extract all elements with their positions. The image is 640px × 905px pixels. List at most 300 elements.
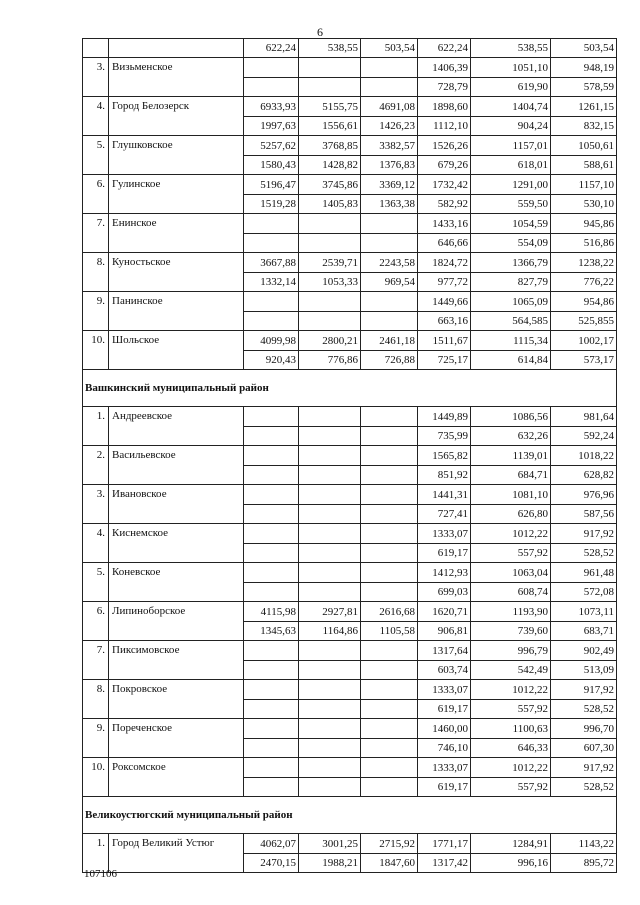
value-cell: 683,71 <box>551 622 617 641</box>
value-cell <box>244 719 299 739</box>
table-row <box>83 253 617 273</box>
value-cell: 3768,85 <box>299 136 361 156</box>
value-cell <box>361 292 418 312</box>
value-cell <box>361 739 418 758</box>
table-row <box>83 485 617 505</box>
value-cell: 1261,15 <box>551 97 617 117</box>
value-cell: 2461,18 <box>361 331 418 351</box>
row-number-cell: 4. <box>83 97 109 136</box>
settlement-name-cell: Киснемское <box>109 524 244 563</box>
value-cell: 3382,57 <box>361 136 418 156</box>
value-cell: 1002,17 <box>551 331 617 351</box>
value-cell <box>244 700 299 719</box>
value-cell: 827,79 <box>471 273 551 292</box>
value-cell: 1771,17 <box>418 834 471 854</box>
value-cell: 622,24 <box>244 39 299 58</box>
value-cell <box>244 214 299 234</box>
settlement-name-cell: Визьменское <box>109 58 244 97</box>
value-cell <box>244 661 299 680</box>
value-cell <box>299 641 361 661</box>
value-cell: 728,79 <box>418 78 471 97</box>
settlement-name-cell: Енинское <box>109 214 244 253</box>
settlement-name-cell: Покровское <box>109 680 244 719</box>
value-cell <box>361 778 418 797</box>
value-cell: 1449,89 <box>418 407 471 427</box>
value-cell: 1112,10 <box>418 117 471 136</box>
value-cell: 1732,42 <box>418 175 471 195</box>
table-row <box>83 834 617 854</box>
value-cell <box>299 234 361 253</box>
value-cell <box>299 78 361 97</box>
value-cell: 1238,22 <box>551 253 617 273</box>
value-cell: 528,52 <box>551 544 617 563</box>
table-row <box>83 97 617 117</box>
value-cell: 1556,61 <box>299 117 361 136</box>
settlement-name-cell: Панинское <box>109 292 244 331</box>
table-row <box>83 175 617 195</box>
value-cell <box>244 544 299 563</box>
table-row <box>83 39 617 58</box>
document-code: 107106 <box>84 868 117 880</box>
value-cell: 542,49 <box>471 661 551 680</box>
value-cell: 4099,98 <box>244 331 299 351</box>
value-cell: 1511,67 <box>418 331 471 351</box>
row-number-cell: 5. <box>83 136 109 175</box>
value-cell: 1050,61 <box>551 136 617 156</box>
value-cell: 679,26 <box>418 156 471 175</box>
value-cell: 619,17 <box>418 700 471 719</box>
value-cell: 1054,59 <box>471 214 551 234</box>
value-cell: 1164,86 <box>299 622 361 641</box>
value-cell <box>361 78 418 97</box>
value-cell: 1460,00 <box>418 719 471 739</box>
value-cell: 2470,15 <box>244 854 299 873</box>
value-cell: 5196,47 <box>244 175 299 195</box>
settlement-name-cell: Липиноборское <box>109 602 244 641</box>
value-cell <box>361 505 418 524</box>
value-cell <box>244 427 299 446</box>
value-cell: 619,90 <box>471 78 551 97</box>
value-cell <box>299 58 361 78</box>
page-number: 6 <box>317 25 323 39</box>
settlement-name-cell: Шольское <box>109 331 244 370</box>
value-cell: 1065,09 <box>471 292 551 312</box>
value-cell <box>244 505 299 524</box>
value-cell: 917,92 <box>551 524 617 544</box>
value-cell <box>361 446 418 466</box>
value-cell: 895,72 <box>551 854 617 873</box>
value-cell: 976,96 <box>551 485 617 505</box>
value-cell: 945,86 <box>551 214 617 234</box>
value-cell <box>299 427 361 446</box>
value-cell: 1284,91 <box>471 834 551 854</box>
row-number-cell: 3. <box>83 58 109 97</box>
value-cell: 1332,14 <box>244 273 299 292</box>
value-cell: 626,80 <box>471 505 551 524</box>
value-cell <box>244 778 299 797</box>
value-cell: 746,10 <box>418 739 471 758</box>
value-cell: 1997,63 <box>244 117 299 136</box>
district-header-row <box>83 797 617 834</box>
row-number-cell: 2. <box>83 446 109 485</box>
value-cell: 1412,93 <box>418 563 471 583</box>
value-cell: 1366,79 <box>471 253 551 273</box>
value-cell: 1526,26 <box>418 136 471 156</box>
row-number-cell <box>83 39 109 58</box>
value-cell <box>299 544 361 563</box>
value-cell: 917,92 <box>551 758 617 778</box>
table-row <box>83 641 617 661</box>
value-cell: 1157,01 <box>471 136 551 156</box>
value-cell: 1988,21 <box>299 854 361 873</box>
value-cell <box>244 78 299 97</box>
table-row <box>83 446 617 466</box>
value-cell: 587,56 <box>551 505 617 524</box>
value-cell: 1317,42 <box>418 854 471 873</box>
value-cell <box>299 292 361 312</box>
value-cell: 530,10 <box>551 195 617 214</box>
value-cell <box>361 583 418 602</box>
table-row <box>83 292 617 312</box>
value-cell: 954,86 <box>551 292 617 312</box>
value-cell: 503,54 <box>361 39 418 58</box>
value-cell <box>299 466 361 485</box>
table-row <box>83 407 617 427</box>
settlement-name-cell: Глушковское <box>109 136 244 175</box>
value-cell: 699,03 <box>418 583 471 602</box>
row-number-cell: 6. <box>83 602 109 641</box>
value-cell: 619,17 <box>418 778 471 797</box>
value-cell: 906,81 <box>418 622 471 641</box>
value-cell: 1100,63 <box>471 719 551 739</box>
value-cell: 663,16 <box>418 312 471 331</box>
value-cell <box>244 446 299 466</box>
settlement-name-cell: Гулинское <box>109 175 244 214</box>
value-cell: 5257,62 <box>244 136 299 156</box>
value-cell: 538,55 <box>299 39 361 58</box>
settlement-name-cell: Пиксимовское <box>109 641 244 680</box>
value-cell: 961,48 <box>551 563 617 583</box>
value-cell: 735,99 <box>418 427 471 446</box>
value-cell: 1081,10 <box>471 485 551 505</box>
value-cell <box>361 234 418 253</box>
settlement-name-cell: Васильевское <box>109 446 244 485</box>
value-cell <box>361 485 418 505</box>
value-cell: 1333,07 <box>418 758 471 778</box>
row-number-cell: 4. <box>83 524 109 563</box>
value-cell: 1580,43 <box>244 156 299 175</box>
value-cell <box>361 427 418 446</box>
value-cell: 948,19 <box>551 58 617 78</box>
value-cell: 851,92 <box>418 466 471 485</box>
district-title: Вашкинский муниципальный район <box>83 370 617 407</box>
value-cell <box>299 661 361 680</box>
table-row <box>83 602 617 622</box>
value-cell <box>299 680 361 700</box>
value-cell: 1404,74 <box>471 97 551 117</box>
row-number-cell: 8. <box>83 680 109 719</box>
value-cell: 557,92 <box>471 700 551 719</box>
value-cell: 1193,90 <box>471 602 551 622</box>
value-cell <box>299 485 361 505</box>
value-cell: 572,08 <box>551 583 617 602</box>
value-cell <box>361 214 418 234</box>
row-number-cell: 10. <box>83 331 109 370</box>
value-cell: 622,24 <box>418 39 471 58</box>
value-cell: 559,50 <box>471 195 551 214</box>
value-cell: 1620,71 <box>418 602 471 622</box>
value-cell: 608,74 <box>471 583 551 602</box>
value-cell <box>361 641 418 661</box>
value-cell: 1376,83 <box>361 156 418 175</box>
value-cell: 920,43 <box>244 351 299 370</box>
value-cell: 614,84 <box>471 351 551 370</box>
value-cell: 632,26 <box>471 427 551 446</box>
value-cell: 727,41 <box>418 505 471 524</box>
value-cell: 2539,71 <box>299 253 361 273</box>
value-cell <box>244 524 299 544</box>
value-cell: 554,09 <box>471 234 551 253</box>
value-cell <box>361 312 418 331</box>
value-cell: 1086,56 <box>471 407 551 427</box>
value-cell: 904,24 <box>471 117 551 136</box>
table-row <box>83 719 617 739</box>
value-cell <box>361 563 418 583</box>
value-cell <box>244 758 299 778</box>
tariff-table <box>82 38 617 873</box>
row-number-cell: 3. <box>83 485 109 524</box>
value-cell: 582,92 <box>418 195 471 214</box>
row-number-cell: 1. <box>83 407 109 446</box>
row-number-cell: 8. <box>83 253 109 292</box>
value-cell: 538,55 <box>471 39 551 58</box>
value-cell: 917,92 <box>551 680 617 700</box>
value-cell: 969,54 <box>361 273 418 292</box>
table-row <box>83 524 617 544</box>
value-cell <box>299 407 361 427</box>
value-cell: 902,49 <box>551 641 617 661</box>
settlement-name-cell: Роксомское <box>109 758 244 797</box>
value-cell: 1333,07 <box>418 680 471 700</box>
value-cell: 1018,22 <box>551 446 617 466</box>
value-cell <box>244 292 299 312</box>
value-cell <box>244 466 299 485</box>
value-cell: 996,16 <box>471 854 551 873</box>
value-cell <box>299 583 361 602</box>
value-cell: 977,72 <box>418 273 471 292</box>
row-number-cell: 9. <box>83 719 109 758</box>
value-cell: 1073,11 <box>551 602 617 622</box>
value-cell <box>244 583 299 602</box>
value-cell <box>299 758 361 778</box>
value-cell <box>299 524 361 544</box>
value-cell: 776,22 <box>551 273 617 292</box>
value-cell <box>361 524 418 544</box>
value-cell: 557,92 <box>471 778 551 797</box>
value-cell <box>299 214 361 234</box>
value-cell <box>244 485 299 505</box>
value-cell: 646,33 <box>471 739 551 758</box>
value-cell: 1139,01 <box>471 446 551 466</box>
value-cell: 603,74 <box>418 661 471 680</box>
value-cell: 1406,39 <box>418 58 471 78</box>
value-cell <box>244 58 299 78</box>
value-cell <box>361 661 418 680</box>
value-cell: 2927,81 <box>299 602 361 622</box>
value-cell: 1428,82 <box>299 156 361 175</box>
row-number-cell: 5. <box>83 563 109 602</box>
value-cell: 592,24 <box>551 427 617 446</box>
value-cell <box>299 312 361 331</box>
value-cell: 981,64 <box>551 407 617 427</box>
table-row <box>83 136 617 156</box>
value-cell <box>244 234 299 253</box>
value-cell <box>361 700 418 719</box>
value-cell: 525,855 <box>551 312 617 331</box>
value-cell: 503,54 <box>551 39 617 58</box>
value-cell: 1824,72 <box>418 253 471 273</box>
table-row <box>83 331 617 351</box>
value-cell: 2616,68 <box>361 602 418 622</box>
value-cell: 1317,64 <box>418 641 471 661</box>
settlement-name-cell: Коневское <box>109 563 244 602</box>
value-cell: 1898,60 <box>418 97 471 117</box>
value-cell: 607,30 <box>551 739 617 758</box>
table-row <box>83 680 617 700</box>
value-cell: 2800,21 <box>299 331 361 351</box>
value-cell: 628,82 <box>551 466 617 485</box>
value-cell: 2243,58 <box>361 253 418 273</box>
value-cell: 996,79 <box>471 641 551 661</box>
value-cell: 6933,93 <box>244 97 299 117</box>
row-number-cell: 10. <box>83 758 109 797</box>
value-cell: 1345,63 <box>244 622 299 641</box>
value-cell: 573,17 <box>551 351 617 370</box>
value-cell <box>299 700 361 719</box>
value-cell <box>361 58 418 78</box>
value-cell: 1105,58 <box>361 622 418 641</box>
value-cell: 1157,10 <box>551 175 617 195</box>
value-cell: 1012,22 <box>471 680 551 700</box>
value-cell: 619,17 <box>418 544 471 563</box>
value-cell: 3001,25 <box>299 834 361 854</box>
row-number-cell: 7. <box>83 641 109 680</box>
value-cell: 5155,75 <box>299 97 361 117</box>
value-cell: 578,59 <box>551 78 617 97</box>
value-cell: 4115,98 <box>244 602 299 622</box>
value-cell <box>244 739 299 758</box>
row-number-cell: 1. <box>83 834 109 873</box>
settlement-name-cell: Город Великий Устюг <box>109 834 244 873</box>
value-cell <box>361 758 418 778</box>
value-cell <box>299 505 361 524</box>
value-cell <box>299 739 361 758</box>
value-cell: 1847,60 <box>361 854 418 873</box>
value-cell: 513,09 <box>551 661 617 680</box>
value-cell: 739,60 <box>471 622 551 641</box>
value-cell: 3745,86 <box>299 175 361 195</box>
value-cell: 1519,28 <box>244 195 299 214</box>
value-cell: 832,15 <box>551 117 617 136</box>
table-row <box>83 563 617 583</box>
value-cell <box>299 719 361 739</box>
table-row <box>83 758 617 778</box>
value-cell: 4062,07 <box>244 834 299 854</box>
value-cell <box>361 466 418 485</box>
settlement-name-cell <box>109 39 244 58</box>
value-cell: 564,585 <box>471 312 551 331</box>
value-cell: 684,71 <box>471 466 551 485</box>
row-number-cell: 7. <box>83 214 109 253</box>
value-cell: 1433,16 <box>418 214 471 234</box>
value-cell <box>361 407 418 427</box>
value-cell: 1363,38 <box>361 195 418 214</box>
value-cell <box>361 719 418 739</box>
value-cell: 1441,31 <box>418 485 471 505</box>
value-cell <box>299 563 361 583</box>
value-cell: 646,66 <box>418 234 471 253</box>
settlement-name-cell: Ивановское <box>109 485 244 524</box>
value-cell: 1405,83 <box>299 195 361 214</box>
value-cell <box>244 407 299 427</box>
value-cell: 588,61 <box>551 156 617 175</box>
value-cell: 725,17 <box>418 351 471 370</box>
value-cell: 1565,82 <box>418 446 471 466</box>
value-cell: 2715,92 <box>361 834 418 854</box>
row-number-cell: 6. <box>83 175 109 214</box>
settlement-name-cell: Андреевское <box>109 407 244 446</box>
settlement-name-cell: Куностьское <box>109 253 244 292</box>
value-cell: 528,52 <box>551 778 617 797</box>
value-cell: 1449,66 <box>418 292 471 312</box>
value-cell: 1143,22 <box>551 834 617 854</box>
value-cell <box>244 312 299 331</box>
table-row <box>83 58 617 78</box>
value-cell: 776,86 <box>299 351 361 370</box>
table-row <box>83 214 617 234</box>
value-cell <box>361 544 418 563</box>
value-cell: 3667,88 <box>244 253 299 273</box>
value-cell <box>244 680 299 700</box>
value-cell <box>299 446 361 466</box>
settlement-name-cell: Пореченское <box>109 719 244 758</box>
value-cell <box>299 778 361 797</box>
value-cell: 516,86 <box>551 234 617 253</box>
value-cell: 1291,00 <box>471 175 551 195</box>
value-cell: 557,92 <box>471 544 551 563</box>
value-cell: 996,70 <box>551 719 617 739</box>
value-cell: 4691,08 <box>361 97 418 117</box>
value-cell: 528,52 <box>551 700 617 719</box>
value-cell: 1115,34 <box>471 331 551 351</box>
value-cell <box>244 641 299 661</box>
settlement-name-cell: Город Белозерск <box>109 97 244 136</box>
value-cell: 1012,22 <box>471 524 551 544</box>
district-title: Великоустюгский муниципальный район <box>83 797 617 834</box>
value-cell: 1012,22 <box>471 758 551 778</box>
value-cell: 1051,10 <box>471 58 551 78</box>
value-cell: 1426,23 <box>361 117 418 136</box>
value-cell: 1063,04 <box>471 563 551 583</box>
value-cell: 618,01 <box>471 156 551 175</box>
value-cell: 1333,07 <box>418 524 471 544</box>
district-header-row <box>83 370 617 407</box>
value-cell: 3369,12 <box>361 175 418 195</box>
value-cell: 726,88 <box>361 351 418 370</box>
value-cell <box>244 563 299 583</box>
value-cell: 1053,33 <box>299 273 361 292</box>
value-cell <box>361 680 418 700</box>
